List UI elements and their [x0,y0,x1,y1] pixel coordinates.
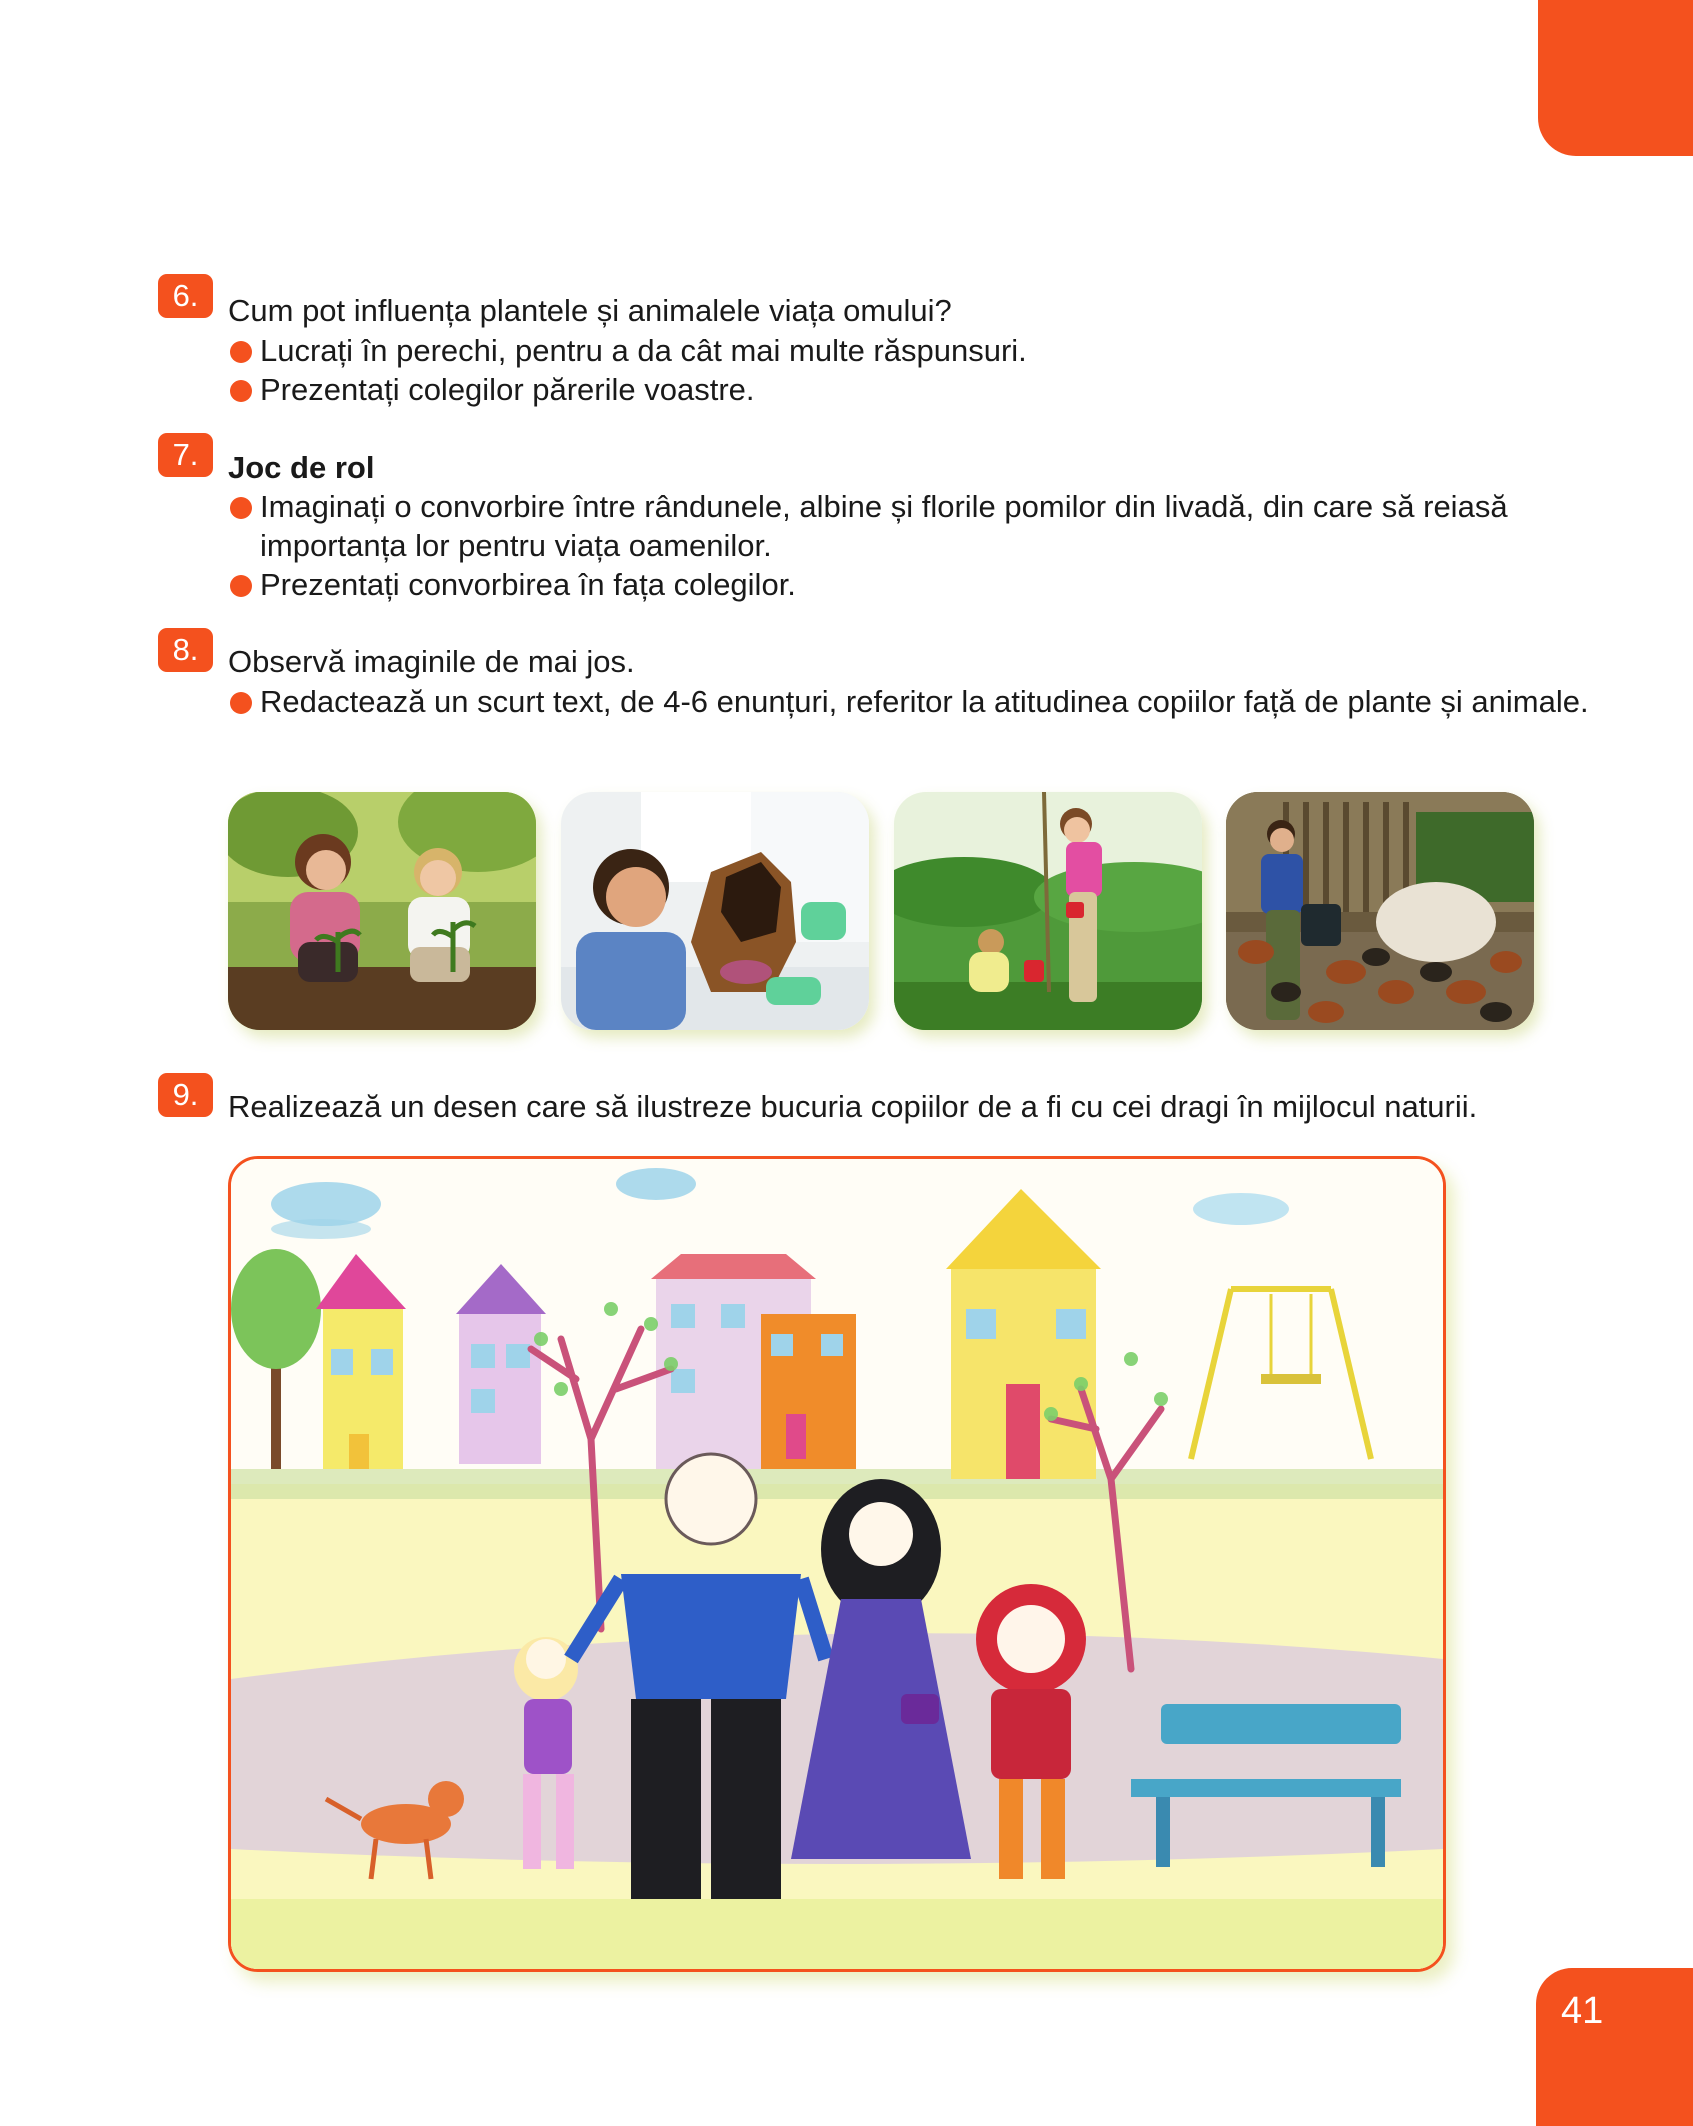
child-drawing-family-in-park [228,1156,1446,1972]
bullet-dot-icon [230,341,252,363]
page-number-tab [1536,1968,1693,2126]
bullet-dot-icon [230,575,252,597]
question-7-bullet-1 [228,487,1590,565]
boy-with-dog-at-vet-photo [561,792,869,1030]
bullet-text: Prezentați convorbirea în fața colegilor. [260,567,796,602]
boy-feeding-chickens-photo [1226,792,1534,1030]
question-6-bullet-2 [228,370,1590,409]
question-9-prompt: Realizează un desen care să ilustreze bucuria copiilor de a fi cu cei dragi în mijlocul naturii. [228,1089,1478,1124]
bullet-text: Prezentați colegilor părerile voastre. [260,372,755,407]
bullet-dot-icon [230,497,252,519]
question-7-badge: 7. [158,433,213,477]
page-number: 41 [1561,1990,1604,2032]
bullet-dot-icon [230,380,252,402]
question-8-bullet-1 [228,682,1590,721]
question-6-badge: 6. [158,274,213,318]
question-6-prompt: Cum pot influența plantele și animalele viața omului? [228,293,952,328]
bullet-text: Lucrați în perechi, pentru a da cât mai multe răspunsuri. [260,333,1027,368]
question-7-title: Joc de rol [228,450,375,485]
question-7-bullet-2 [228,565,1590,604]
question-8-badge: 8. [158,628,213,672]
bullet-dot-icon [230,692,252,714]
bullet-text: Imaginați o convorbire între rândunele, albine și florile pomilor din livadă, din care să reiasă importanța lor pentru viața oamenilor. [260,489,1508,563]
children-planting-seedlings-photo [228,792,536,1030]
question-8-prompt: Observă imaginile de mai jos. [228,644,635,679]
question-6-bullet-1 [228,331,1590,370]
bullet-text: Redactează un scurt text, de 4-6 enunțuri, referitor la atitudinea copiilor față de plante și animale. [260,684,1589,719]
question-9-badge: 9. [158,1073,213,1117]
corner-tab [1538,0,1693,156]
children-watering-tree-photo [894,792,1202,1030]
